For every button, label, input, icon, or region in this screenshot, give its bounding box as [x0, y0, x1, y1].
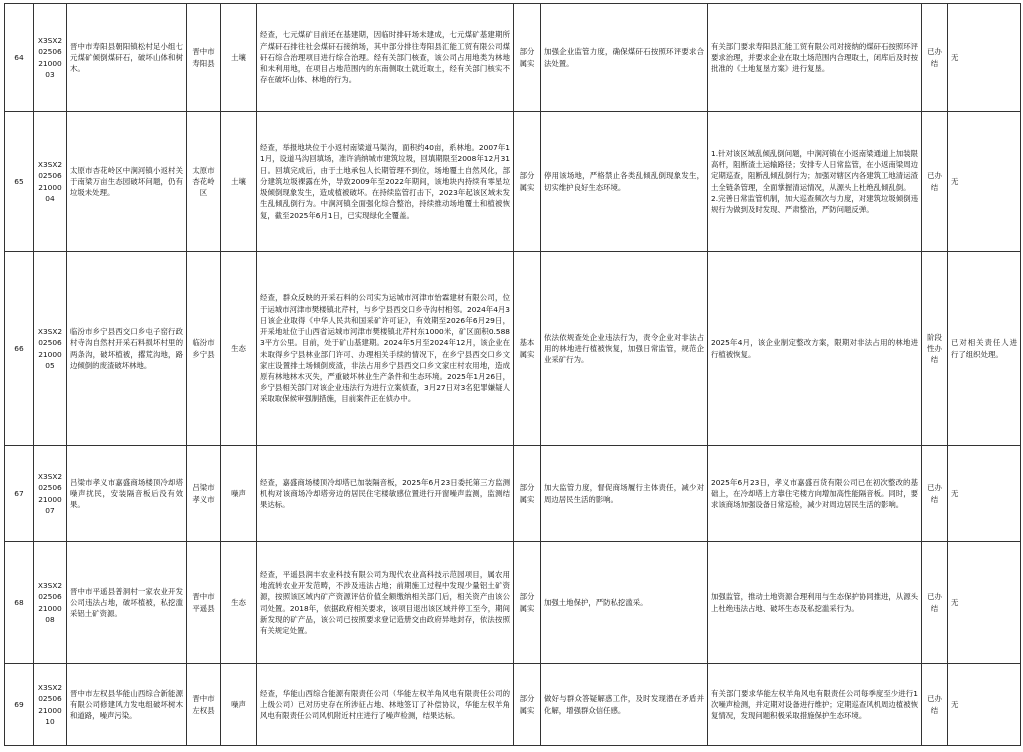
pollution-type: 生态 — [221, 542, 257, 664]
rectification-measures: 有关部门要求寿阳县汇能工贸有限公司对接纳的煤矸石按照环评要求治理，并要求企业在取土场范围内合理取土，闭库后及时按批准的《土地复垦方案》进行复垦。 — [708, 4, 922, 112]
row-number: 68 — [5, 542, 34, 664]
verification-result: 部分属实 — [514, 446, 541, 542]
administrative-area: 太原市杏花岭区 — [187, 112, 221, 252]
investigation-finding: 经查，平遥县润丰农业科技有限公司为现代农业高科技示范园项目，属农用地流转农业开发范畴，不涉及违法占地；前期施工过程中发现少量铝土矿资源，按照该区域内矿产资源评估价值全额缴纳相关部门后，相关资产由该公司处置。2018年，依据政府相关要求，该项目退出该区域并停工至今，期间新发现的矿产品，该公司已按照要求登记造册交由政府异地封存，依法按照有关规定处置。 — [257, 542, 514, 664]
table-row — [5, 664, 1021, 746]
investigation-finding: 经查，举报地块位于小返村南梁道马渠沟，面积约40亩，系林地。2007年11月，设道马沟回填场，准许消纳城市建筑垃圾，回填期限至2008年12月31日。回填完成后，由于土地承包人长期管理不到位，场地覆土自然风化，部分建筑垃圾裸露在外，导致2009年至2022年期间，该地块内持续有零星垃圾倾倒现象发生，造成植被破坏。在持续监管打击下，2023年起该区域未发生乱倾乱倒行为。中涧河镇全面强化综合整治，持续推动场地覆土和植被恢复，截至2025年6月1日，已实现绿化全覆盖。 — [257, 112, 514, 252]
row-number: 65 — [5, 112, 34, 252]
administrative-area: 晋中市寿阳县 — [187, 4, 221, 112]
administrative-area: 晋中市左权县 — [187, 664, 221, 746]
administrative-area: 临汾市乡宁县 — [187, 252, 221, 446]
completion-status: 已办结 — [922, 112, 948, 252]
investigation-finding: 经查，华能山西综合能源有限责任公司（华能左权羊角风电有限责任公司的上级公司）已对历史存在所涉征占地、林地签订了补偿协议，华能左权羊角风电有限责任公司风机附近村庄进行了噪声检测，结果达标。 — [257, 664, 514, 746]
pollution-type: 土壤 — [221, 112, 257, 252]
rectification-measures: 加强监管，推动土地资源合理利用与生态保护协同推进，从源头上杜绝违法占地、破坏生态及私挖滥采行为。 — [708, 542, 922, 664]
completion-status: 已办结 — [922, 4, 948, 112]
handling-opinion: 加强土地保护，严防私挖滥采。 — [541, 542, 708, 664]
handling-opinion: 加强企业监管力度，确保煤矸石按照环评要求合法处置。 — [541, 4, 708, 112]
pollution-type: 噪声 — [221, 664, 257, 746]
investigation-finding: 经查，群众反映的开采石料的公司实为运城市河津市怡霖建材有限公司，位于运城市河津市樊楼镇北芹村，与乡宁县西交口乡寺沟村相邻。2024年4月3日该企业取得《中华人民共和国采矿许可证》，有效期至2026年6月29日，开采地址位于山西省运城市河津市樊楼镇北芹村东1000米，矿区面积0.5883平方公里。目前，处于矿山基建期。2024年5月至2024年12月，该企业在未取得乡宁县林业部门许可、办理相关手续的情况下，在乡宁县西交口乡文家庄设置排土场倾倒废渣，非法占用乡宁县西交口乡文家庄村农用地，造成原有林地林木灭失，严重破坏林业生产条件和生态环境。2025年1月26日，乡宁县相关部门对该企业违法行为进行立案侦查，3月27日对3名犯罪嫌疑人采取取保候审强制措施，目前案件正在侦办中。 — [257, 252, 514, 446]
accountability-note: 已对相关责任人进行了组织处理。 — [948, 252, 1021, 446]
table-row — [5, 4, 1021, 112]
handling-opinion: 停用该场地，严格禁止各类乱倾乱倒现象发生，切实维护良好生态环境。 — [541, 112, 708, 252]
investigation-finding: 经查，七元煤矿目前还在基建期，因临时排矸场未建成，七元煤矿基建期所产煤矸石排往社会煤矸石接纳场，其中部分排往寿阳县汇能工贸有限公司煤矸石综合治理项目进行综合治理。经有关部门核查，该公司占用地类为林地和未利用地，在项目占地范围内的东南侧取土就近取土，经有关部门核实不存在破坏山体、林地的行为。 — [257, 4, 514, 112]
row-number: 66 — [5, 252, 34, 446]
case-code: X3SX2025062100010 — [34, 664, 67, 746]
case-code: X3SX2025062100005 — [34, 252, 67, 446]
accountability-note: 无 — [948, 446, 1021, 542]
verification-result: 基本属实 — [514, 252, 541, 446]
reported-issue: 太原市杏花岭区中涧河镇小返村关于南梁万亩生态园破坏问题，仍有垃圾未处理。 — [67, 112, 187, 252]
accountability-note: 无 — [948, 664, 1021, 746]
row-number: 64 — [5, 4, 34, 112]
verification-result: 部分属实 — [514, 4, 541, 112]
reported-issue: 临汾市乡宁县西交口乡屯子窑行政村寺沟自然村开采石料损坏村里的两条沟，破坏植被，撂荒沟地，路边倾倒的废渣破坏林地。 — [67, 252, 187, 446]
reported-issue: 晋中市寿阳县朝阳镇松村足小组七元煤矿倾倒煤矸石，破坏山体和树木。 — [67, 4, 187, 112]
reported-issue: 晋中市平遥县普洞村一家农业开发公司违法占地，破坏植被，私挖滥采铝土矿资源。 — [67, 542, 187, 664]
case-code: X3SX2025062100008 — [34, 542, 67, 664]
handling-opinion: 加大监管力度，督促商场履行主体责任，减少对周边居民生活的影响。 — [541, 446, 708, 542]
verification-result: 部分属实 — [514, 112, 541, 252]
completion-status: 已办结 — [922, 446, 948, 542]
table-row — [5, 112, 1021, 252]
row-number: 67 — [5, 446, 34, 542]
administrative-area: 晋中市平遥县 — [187, 542, 221, 664]
pollution-type: 土壤 — [221, 4, 257, 112]
petition-table — [4, 3, 1021, 746]
case-code: X3SX2025062100004 — [34, 112, 67, 252]
case-code: X3SX2025062100003 — [34, 4, 67, 112]
case-code: X3SX2025062100007 — [34, 446, 67, 542]
accountability-note: 无 — [948, 112, 1021, 252]
verification-result: 部分属实 — [514, 664, 541, 746]
table-row — [5, 252, 1021, 446]
completion-status: 已办结 — [922, 542, 948, 664]
table-row — [5, 446, 1021, 542]
accountability-note: 无 — [948, 4, 1021, 112]
accountability-note: 无 — [948, 542, 1021, 664]
reported-issue: 晋中市左权县华能山西综合新能源有限公司修建风力发电组破坏树木和道路，噪声污染。 — [67, 664, 187, 746]
handling-opinion: 做好与群众答疑解惑工作，及时发现潜在矛盾并化解，增强群众信任感。 — [541, 664, 708, 746]
completion-status: 阶段性办结 — [922, 252, 948, 446]
administrative-area: 吕梁市孝义市 — [187, 446, 221, 542]
row-number: 69 — [5, 664, 34, 746]
completion-status: 已办结 — [922, 664, 948, 746]
rectification-measures: 2025年6月23日，孝义市嘉盛百货有限公司已在初次整改的基础上，在冷却塔上方靠住宅楼方向增加高性能隔音板。同时，要求该商场加强设备日常巡检，减少对周边居民生活的影响。 — [708, 446, 922, 542]
handling-opinion: 依法依规查处企业违法行为，责令企业对非法占用的林地进行植被恢复，加强日常监管，规范企业采矿行为。 — [541, 252, 708, 446]
verification-result: 部分属实 — [514, 542, 541, 664]
pollution-type: 生态 — [221, 252, 257, 446]
reported-issue: 吕梁市孝义市嘉盛商场楼顶冷却塔噪声扰民，安装隔音板后没有效果。 — [67, 446, 187, 542]
investigation-finding: 经查，嘉盛商场楼顶冷却塔已加装隔音板，2025年6月23日委托第三方监测机构对该商场冷却塔旁边的居民住宅楼敏感位置进行开窗噪声监测，监测结果达标。 — [257, 446, 514, 542]
rectification-measures: 有关部门要求华能左权羊角风电有限责任公司每季度至少进行1次噪声检测，并定期对设备进行维护；定期巡查风机周边植被恢复情况，发现问题积极采取措施保护生态环境。 — [708, 664, 922, 746]
pollution-type: 噪声 — [221, 446, 257, 542]
rectification-measures: 2025年4月，该企业制定整改方案，限期对非法占用的林地进行植被恢复。 — [708, 252, 922, 446]
rectification-measures: 1.针对该区域乱倾乱倒问题，中涧河镇在小返南梁通道上加装限高杆，阻断渣土运输路径；安排专人日常监管，在小返南梁周边定期巡查，阻断乱倾乱倒行为；加强对辖区内各建筑工地清运渣土全链条管理，全面掌握清运情况，从源头上杜绝乱倾乱倒。 2.完善日常监管机制，加大巡查频次与力度，对建筑垃圾倾倒违规行为做到及时发现、严肃整治，严防问题反弹。 — [708, 112, 922, 252]
table-row — [5, 542, 1021, 664]
